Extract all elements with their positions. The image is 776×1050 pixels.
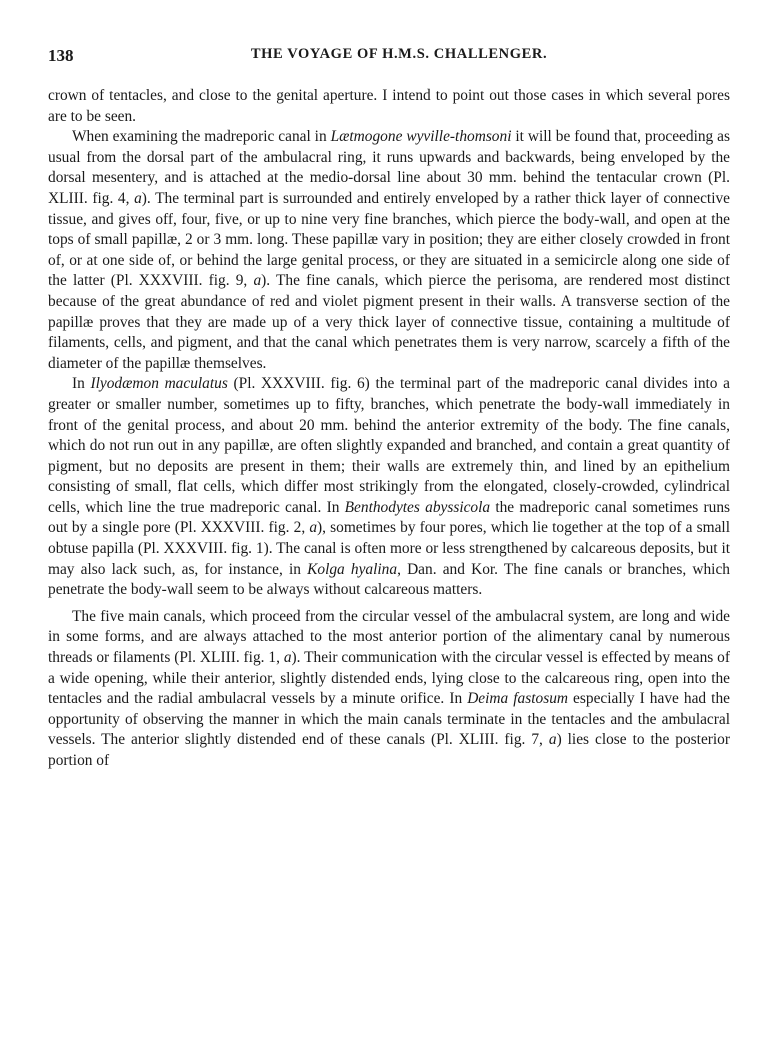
paragraph-3 bbox=[48, 374, 730, 601]
species-name: Ilyodæmon maculatus bbox=[90, 375, 228, 393]
figure-letter: a bbox=[134, 189, 142, 207]
running-head bbox=[48, 46, 730, 68]
text-run: When examining the madreporic canal in bbox=[72, 128, 331, 146]
page-number: 138 bbox=[48, 46, 74, 65]
text-run: ), sometimes by four pores, which lie together at the top of a small obtuse papilla (Pl. XXXVIII. fig. 1). The canal is often more or less strengthened by calcareous deposits, but it may also lack such, as, for instance, in bbox=[48, 519, 730, 578]
text-run: ). Their communication with the circular vessel is effected by means of a wide opening, while their anterior, slightly distended ends, lying close to the calcareous ring, open into the tentacles and the radial ambulacral vessels by a minute orifice. In bbox=[48, 649, 730, 708]
paragraph-2 bbox=[48, 127, 730, 374]
figure-letter: a bbox=[548, 731, 557, 749]
text-run: especially I have had the opportunity of observing the manner in which the main canals terminate in the tentacles and the ambulacral vessels. The anterior slightly distended end of these canals (Pl. XLIII. fig. 7, bbox=[48, 690, 730, 749]
paragraph-1 bbox=[48, 86, 730, 127]
text-run: ) lies close to the posterior portion of bbox=[48, 731, 731, 769]
figure-letter: a bbox=[309, 519, 318, 537]
text-run: the madreporic canal sometimes runs out by a single pore (Pl. XXXVIII. fig. 2, bbox=[48, 498, 730, 537]
figure-letter: a bbox=[283, 649, 292, 667]
figure-letter: a bbox=[253, 272, 262, 290]
running-title: THE VOYAGE OF H.M.S. CHALLENGER. bbox=[250, 46, 548, 62]
species-name: Deima fastosum bbox=[467, 690, 568, 708]
text-run: ). The terminal part is surrounded and entirely enveloped by a rather thick layer of connective tissue, and gives off, four, five, or up to nine very fine branches, which pierce the body-wall, and open at the tops of small papillæ, 2 or 3 mm. long. These papillæ vary in position; they are either closely crowded in front of, or at one side of, or behind the large genital process, or they are situated in a semicircle along one side of the latter (Pl. XXXVIII. fig. 9, bbox=[48, 189, 730, 290]
text-run: (Pl. XXXVIII. fig. 6) the terminal part of the madreporic canal divides into a greater or smaller number, sometimes up to fifty, branches, which penetrate the body-wall immediately in front of the genital process, and about 20 mm. behind the anterior extremity of the body. The fine canals, which do not run out in any papillæ, are often slightly expanded and branched, and contain a great quantity of pigment, but no deposits are present in them; their walls are extremely thin, and lined by an epithelium consisting of small, flat cells, which differ most strikingly from the elongated, closely-crowded, cylindrical cells, which line the true madreporic canal. In bbox=[48, 375, 730, 516]
text-run: In bbox=[72, 375, 91, 393]
species-name: Kolga hyalina bbox=[307, 560, 398, 578]
paragraph-4 bbox=[48, 607, 730, 772]
species-name: Benthodytes abyssicola bbox=[344, 498, 491, 516]
text-run: crown of tentacles, and close to the genital aperture. I intend to point out those cases in which several pores are to be seen. bbox=[48, 87, 730, 125]
species-name: Lætmogone wyville-thomsoni bbox=[330, 128, 512, 146]
body-text bbox=[48, 86, 730, 772]
text-run: The five main canals, which proceed from the circular vessel of the ambulacral system, are long and wide in some forms, and are always attached to the most anterior portion of the alimentary canal by numerous threads or filaments (Pl. XLIII. fig. 1, bbox=[48, 607, 730, 667]
text-run: it will be found that, proceeding as usual from the dorsal part of the ambulacral ring, it runs upwards and backwards, being enveloped by the dorsal mesentery, and is attached at the medio-dorsal line about 30 mm. behind the tentacular crown (Pl. XLIII. fig. 4, bbox=[48, 128, 730, 207]
text-run: ). The fine canals, which pierce the perisoma, are rendered most distinct because of the great abundance of red and violet pigment present in their walls. A transverse section of the papillæ proves that they are made up of a very thick layer of connective tissue, containing a multitude of filaments, cells, and pigment, and that the canal which penetrates them is very narrow, scarcely a fifth of the diameter of the papillæ themselves. bbox=[48, 272, 731, 372]
text-run: , Dan. and Kor. The fine canals or branches, which penetrate the body-wall seem to be always without calcareous matters. bbox=[48, 560, 730, 599]
